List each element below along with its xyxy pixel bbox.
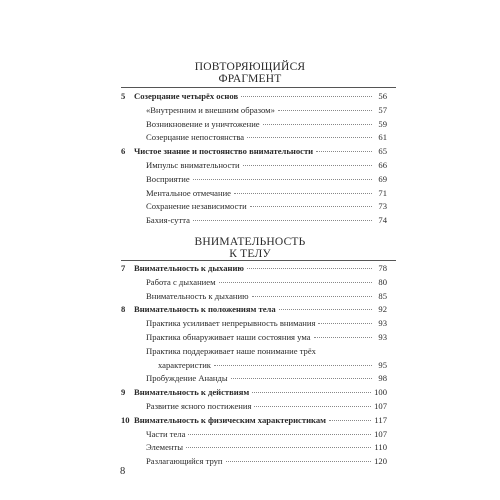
dot-leader: [234, 192, 372, 194]
dot-leader: [263, 123, 372, 125]
toc-subentry[interactable]: [146, 441, 387, 454]
page-number: 74: [378, 215, 387, 226]
subentry-title: Бахия-сутта: [146, 215, 190, 226]
subentry-title: Сохранение независимости: [146, 201, 247, 212]
chapter-number: 6: [121, 146, 126, 157]
toc-subentry[interactable]: [146, 372, 387, 385]
toc-subentry[interactable]: [146, 331, 387, 344]
subentry-title: Импульс внимательности: [146, 160, 240, 170]
subentry-title: Пробуждение Ананды: [146, 373, 228, 384]
dot-leader: [186, 446, 371, 448]
subentry-title: Ментальное отмечание: [146, 187, 231, 198]
subentry-title: Восприятие: [146, 173, 190, 184]
page-number: 85: [378, 290, 387, 301]
toc-subentry[interactable]: [146, 104, 387, 117]
toc-subentry[interactable]: [158, 359, 387, 372]
chapter-number: 7: [121, 263, 126, 273]
subentry-title: Части тела: [146, 428, 186, 439]
page-number: 107: [374, 428, 387, 439]
page-number: 71: [378, 187, 387, 198]
page-number: 117: [374, 414, 387, 425]
chapter-title: Внимательность к положениям тела: [134, 304, 276, 315]
dot-leader: [231, 377, 372, 379]
toc-subentry[interactable]: [146, 400, 387, 413]
chapter-title: Внимательность к физическим характеристикам: [134, 414, 327, 425]
section-heading: ПОВТОРЯЮЩИЙСЯ: [194, 61, 306, 73]
page-number: 66: [378, 160, 387, 170]
page-number: 59: [378, 118, 387, 129]
section-heading: К ТЕЛУ: [229, 248, 271, 260]
page-number: 57: [378, 104, 387, 115]
page-number: 80: [378, 276, 387, 287]
dot-leader: [316, 150, 372, 152]
toc-chapter-entry[interactable]: [121, 145, 387, 158]
section-rule: [121, 260, 396, 261]
toc-subentry[interactable]: [146, 317, 387, 330]
subentry-title: Возникновение и уничтожение: [146, 118, 260, 129]
section-heading: ВНИМАТЕЛЬНОСТЬ: [194, 236, 306, 248]
subentry-title: Практика поддерживает наше понимание трёх: [146, 345, 316, 356]
dot-leader: [226, 460, 372, 462]
dot-leader: [250, 205, 372, 207]
chapter-number: 10: [121, 414, 130, 425]
toc-chapter-entry[interactable]: [121, 303, 387, 316]
chapter-title: Внимательность к действиям: [134, 387, 250, 398]
dot-leader: [252, 391, 371, 393]
subentry-title: Разлагающийся труп: [146, 456, 223, 467]
toc-subentry[interactable]: [146, 428, 387, 441]
subentry-title: Созерцание непостоянства: [146, 132, 245, 143]
toc-subentry[interactable]: [146, 200, 387, 213]
subentry-title: Развитие ясного постижения: [146, 401, 252, 411]
page-number: 69: [378, 173, 387, 184]
page-number: 56: [378, 91, 387, 101]
chapter-number: 5: [121, 91, 126, 101]
dot-leader: [247, 267, 372, 269]
page-number: 92: [378, 304, 387, 315]
page-number: 61: [378, 132, 387, 143]
subentry-title: Элементы: [146, 442, 184, 453]
toc-subentry[interactable]: [146, 187, 387, 200]
page-number: 73: [378, 201, 387, 212]
dot-leader: [314, 336, 372, 338]
toc-chapter-entry[interactable]: [121, 90, 387, 103]
section-rule: [121, 87, 396, 88]
toc-subentry[interactable]: [146, 173, 387, 186]
subentry-title: «Внутренним и внешним образом»: [146, 104, 275, 115]
dot-leader: [193, 178, 372, 180]
toc-chapter-entry[interactable]: [121, 414, 387, 427]
page-number: 100: [374, 387, 387, 398]
dot-leader: [214, 364, 372, 366]
toc-subentry[interactable]: [146, 159, 387, 172]
chapter-number: 9: [121, 387, 126, 398]
chapter-title: Внимательность к дыханию: [134, 263, 244, 273]
page-number: 78: [378, 263, 387, 273]
dot-leader: [243, 164, 372, 166]
toc-subentry[interactable]: [146, 118, 387, 131]
dot-leader: [193, 219, 372, 221]
chapter-title: Чистое знание и постоянство внимательности: [134, 146, 314, 157]
toc-subentry[interactable]: [146, 455, 387, 468]
dot-leader: [254, 405, 371, 407]
dot-leader: [278, 109, 372, 111]
page-number: 107: [374, 401, 387, 411]
dot-leader: [252, 295, 372, 297]
toc-subentry[interactable]: [146, 290, 387, 303]
subentry-title: Практика усиливает непрерывность внимания: [146, 318, 316, 329]
toc-subentry[interactable]: [146, 214, 387, 227]
page-number: 120: [374, 456, 387, 467]
dot-leader: [241, 95, 372, 97]
subentry-title: Практика обнаруживает наши состояния ума: [146, 332, 311, 342]
toc-subentry[interactable]: [146, 345, 387, 358]
toc-subentry[interactable]: [146, 276, 387, 289]
page-folio-number: 8: [120, 466, 126, 477]
page-number: 65: [378, 146, 387, 157]
toc-chapter-entry[interactable]: [121, 386, 387, 399]
subentry-title: Работа с дыханием: [146, 276, 216, 287]
page-number: 93: [378, 332, 387, 342]
subentry-title: характеристик: [158, 359, 211, 370]
dot-leader: [279, 308, 372, 310]
subentry-title: Внимательность к дыханию: [146, 290, 249, 301]
chapter-title: Созерцание четырёх основ: [134, 91, 239, 101]
dot-leader: [318, 322, 372, 324]
dot-leader: [188, 433, 371, 435]
page-number: 110: [374, 442, 387, 453]
page-number: 95: [378, 359, 387, 370]
chapter-number: 8: [121, 304, 126, 315]
page-number: 98: [378, 373, 387, 384]
dot-leader: [247, 136, 372, 138]
toc-subentry[interactable]: [146, 131, 387, 144]
dot-leader: [219, 281, 372, 283]
toc-chapter-entry[interactable]: [121, 262, 387, 275]
section-heading: ФРАГМЕНТ: [218, 73, 282, 85]
page-number: 93: [378, 318, 387, 329]
dot-leader: [329, 419, 371, 421]
